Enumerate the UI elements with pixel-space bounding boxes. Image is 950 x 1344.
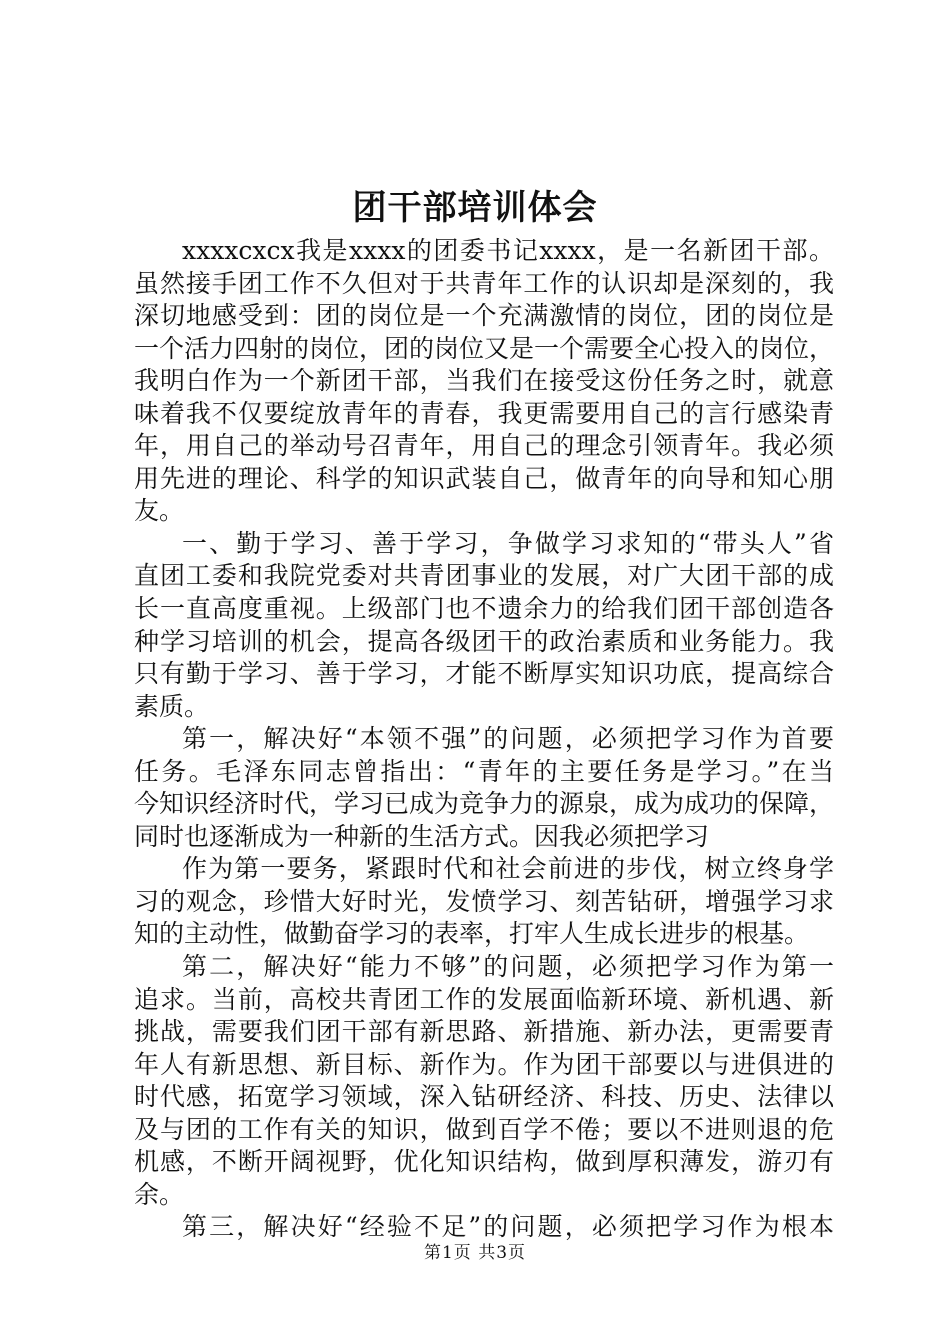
text-line: 年人有新思想、新目标、新作为。作为团干部要以与进俱进的 (134, 1049, 834, 1079)
document-title: 团干部培训体会 (352, 188, 598, 228)
text-line: 挑战，需要我们团干部有新思路、新措施、新办法，更需要青 (134, 1017, 834, 1047)
document-body (134, 235, 834, 1244)
text-line: 我明白作为一个新团干部，当我们在接受这份任务之时，就意 (134, 366, 834, 396)
text-line: 第一，解决好“本领不强”的问题，必须把学习作为首要 (182, 724, 834, 754)
text-line: 作为第一要务，紧跟时代和社会前进的步伐，树立终身学 (182, 854, 834, 884)
text-line: 味着我不仅要绽放青年的青春，我更需要用自己的言行感染青 (134, 398, 834, 428)
text-line: 同时也逐渐成为一种新的生活方式。因我必须把学习 (134, 821, 710, 851)
text-line: 第三，解决好“经验不足”的问题，必须把学习作为根本 (182, 1212, 834, 1242)
text-line: 友。 (134, 496, 185, 526)
page-footer: 第1页 共3页 (423, 1243, 527, 1263)
text-line: 及与团的工作有关的知识，做到百学不倦；要以不进则退的危 (134, 1114, 834, 1144)
text-line: 机感，不断开阔视野，优化知识结构，做到厚积薄发，游刃有 (134, 1147, 834, 1177)
text-line: 只有勤于学习、善于学习，才能不断厚实知识功底，提高综合 (134, 659, 834, 689)
text-line: 素质。 (134, 691, 210, 721)
text-line: 第二，解决好“能力不够”的问题，必须把学习作为第一 (182, 952, 834, 982)
text-line: 一个活力四射的岗位，团的岗位又是一个需要全心投入的岗位， (134, 333, 835, 363)
text-line: 直团工委和我院党委对共青团事业的发展，对广大团干部的成 (134, 561, 834, 591)
text-line: xxxxcxcx我是xxxx的团委书记xxxx，是一名新团干部。 (182, 236, 834, 265)
text-line: 长一直高度重视。上级部门也不遗余力的给我们团干部创造各 (134, 594, 834, 624)
text-line: 知的主动性，做勤奋学习的表率，打牢人生成长进步的根基。 (134, 919, 810, 949)
text-line: 用先进的理论、科学的知识武装自己，做青年的向导和知心朋 (134, 463, 834, 493)
text-line: 年，用自己的举动号召青年，用自己的理念引领青年。我必须 (134, 431, 834, 461)
text-line: 习的观念，珍惜大好时光，发愤学习、刻苦钻研，增强学习求 (134, 886, 834, 916)
text-line: 追求。当前，高校共青团工作的发展面临新环境、新机遇、新 (134, 984, 834, 1014)
text-line: 任务。毛泽东同志曾指出：“青年的主要任务是学习。”在当 (134, 756, 834, 786)
text-line: 余。 (134, 1179, 185, 1209)
text-line: 种学习培训的机会，提高各级团干的政治素质和业务能力。我 (134, 626, 834, 656)
text-line: 今知识经济时代，学习已成为竞争力的源泉，成为成功的保障， (134, 789, 835, 819)
text-line: 深切地感受到：团的岗位是一个充满激情的岗位，团的岗位是 (134, 301, 834, 331)
text-line: 虽然接手团工作不久但对于共青年工作的认识却是深刻的，我 (134, 268, 834, 298)
text-line: 一、勤于学习、善于学习，争做学习求知的“带头人”省 (182, 528, 834, 558)
text-line: 时代感，拓宽学习领域，深入钻研经济、科技、历史、法律以 (134, 1082, 834, 1112)
